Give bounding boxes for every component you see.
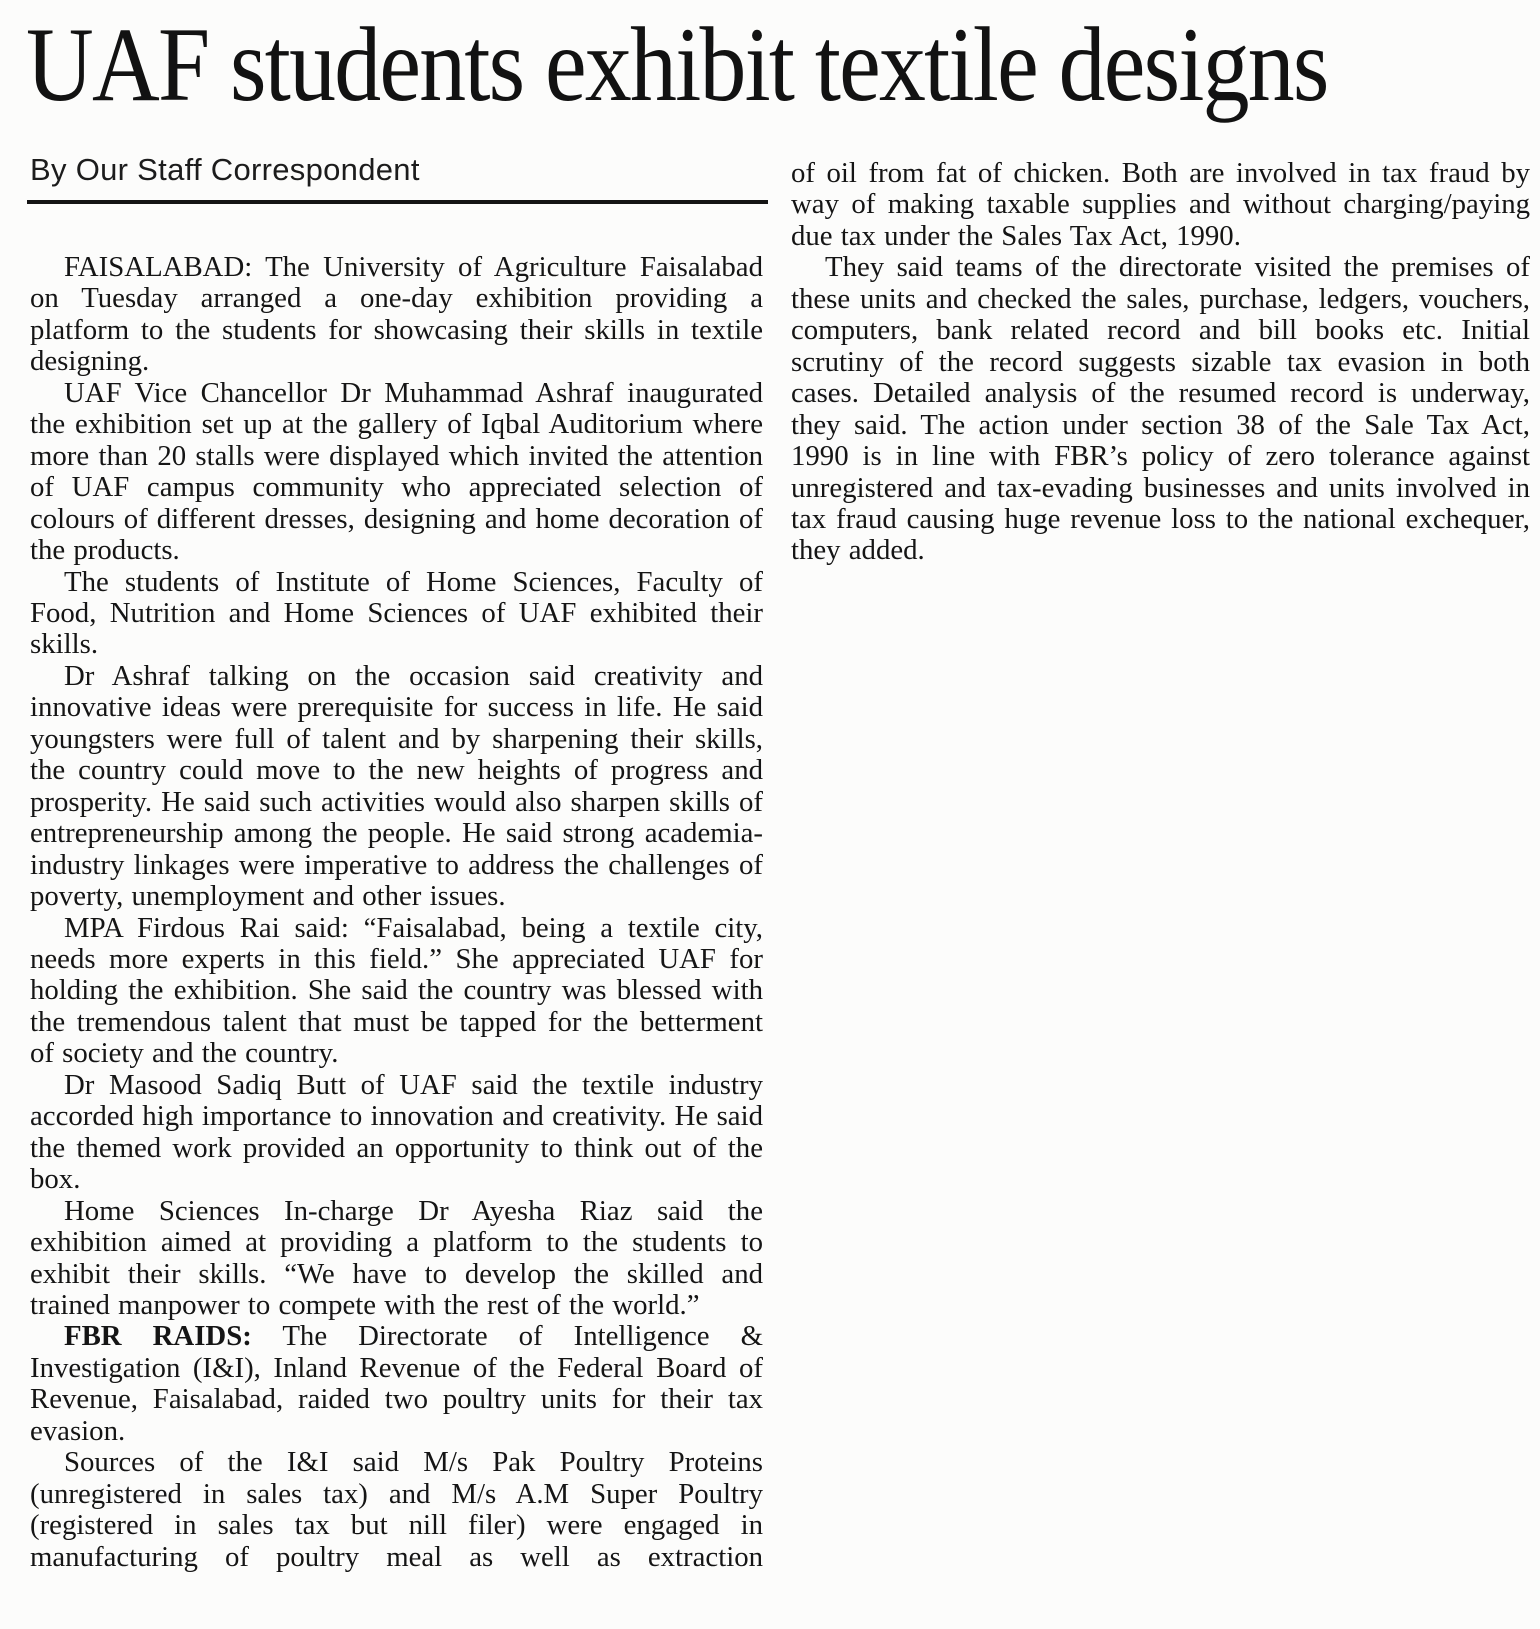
article-paragraph: UAF Vice Chancellor Dr Muhammad Ashraf inaugurated the exhibition set up at the gallery of Iqbal Auditorium where more than 20 stalls were displayed which invited the attention of UAF campus community who appreciated selection of colours of different dresses, designing and home decoration of the products. xyxy=(30,376,763,567)
byline: By Our Staff Correspondent xyxy=(30,152,420,187)
article-paragraph-continuation: of oil from fat of chicken. Both are involved in tax fraud by way of making taxable supplies and without charging/paying due tax under the Sales Tax Act, 1990. xyxy=(791,157,1530,252)
article-column-right xyxy=(791,158,1530,567)
paragraph-lead-in: FBR RAIDS: xyxy=(64,1320,252,1353)
article-column-left xyxy=(30,252,763,1573)
article-paragraph: Dr Ashraf talking on the occasion said creativity and innovative ideas were prerequisite for success in life. He said youngsters were full of talent and by sharpening their skills, the country could move to the new heights of progress and prosperity. He said such activities would also sharpen skills of entrepreneurship among the people. He said strong academia-industry linkages were imperative to address the challenges of poverty, unemployment and other issues. xyxy=(30,659,763,913)
article-paragraph: MPA Firdous Rai said: “Faisalabad, being a textile city, needs more experts in this field.” She appreciated UAF for holding the exhibition. She said the country was blessed with the tremendous talent that must be tapped for the betterment of society and the country. xyxy=(30,911,763,1070)
article-paragraph: The students of Institute of Home Sciences, Faculty of Food, Nutrition and Home Sciences of UAF exhibited their skills. xyxy=(30,565,763,661)
paragraph-text: The Directorate of Intelligence & Investigation (I&I), Inland Revenue of the Federal Board of Revenue, Faisalabad, raided two poultry units for their tax evasion. xyxy=(30,1320,763,1447)
article-paragraph: Dr Masood Sadiq Butt of UAF said the textile industry accorded high importance to innovation and creativity. He said the themed work provided an opportunity to think out of the box. xyxy=(30,1068,763,1196)
article-paragraph-continues: Sources of the I&I said M/s Pak Poultry Proteins (unregistered in sales tax) and M/s A.M Super Poultry (registered in sales tax but nill filer) were engaged in manufacturing of poultry meal as well as extraction xyxy=(30,1446,763,1573)
byline-divider xyxy=(27,200,768,204)
article-paragraph-dateline: FAISALABAD: The University of Agriculture Faisalabad on Tuesday arranged a one-day exhibition providing a platform to the students for showcasing their skills in textile designing. xyxy=(30,251,763,378)
article-paragraph: Home Sciences In-charge Dr Ayesha Riaz said the exhibition aimed at providing a platform to the students to exhibit their skills. “We have to develop the skilled and trained manpower to compete with the rest of the world.” xyxy=(30,1194,763,1321)
article-headline: UAF students exhibit textile designs xyxy=(26,6,1328,123)
article-paragraph: They said teams of the directorate visited the premises of these units and checked the sales, purchase, ledgers, vouchers, computers, bank related record and bill books etc. Initial scrutiny of the record suggests sizable tax evasion in both cases. Detailed analysis of the resumed record is underway, they said. The action under section 38 of the Sale Tax Act, 1990 is in line with FBR’s policy of zero tolerance against unregistered and tax-evading businesses and units involved in tax fraud causing huge revenue loss to the national exchequer, they added. xyxy=(791,251,1530,567)
article-paragraph-fbr-raids xyxy=(30,1321,763,1447)
